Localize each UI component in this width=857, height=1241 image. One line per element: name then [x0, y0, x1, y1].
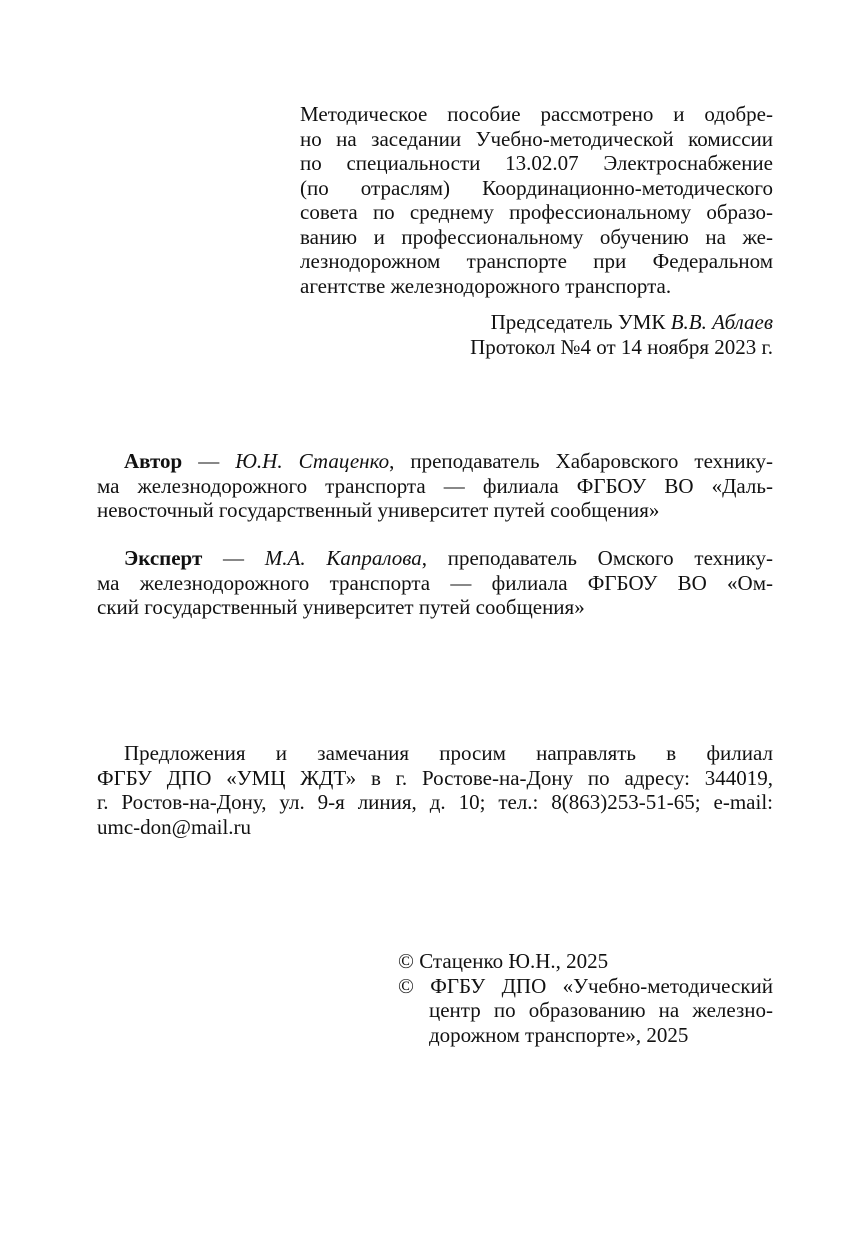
suggestions-line: ФГБУ ДПО «УМЦ ЖДТ» в г. Ростове-на-Дону по адресу: 344019, [97, 765, 773, 790]
suggestions-line: Предложения и замечания просим направлять в филиал [124, 741, 773, 765]
approval-line: агентстве железнодорожного транспорта. [300, 273, 672, 298]
copyright-author: © Стаценко Ю.Н., 2025 [398, 949, 609, 973]
author-line: невосточный государственный университет путей сообщения» [97, 498, 660, 522]
author-line [97, 449, 773, 474]
chairman-signature [300, 310, 773, 359]
chairman-name: В.В. Аблаев [670, 310, 773, 334]
expert-line1-rest: , преподаватель Омского технику- [421, 546, 774, 570]
expert-dash: — [202, 546, 265, 570]
chairman-line [300, 310, 773, 335]
expert-role: Эксперт [124, 546, 203, 570]
suggestions-contact [97, 741, 773, 839]
approval-statement [300, 102, 773, 298]
expert-name: М.А. Капралова [264, 546, 422, 570]
expert-line: ский государственный университет путей сообщения» [97, 595, 585, 619]
chairman-label: Председатель УМК [490, 310, 671, 334]
approval-line: лезнодорожном транспорте при Федеральном [300, 249, 773, 273]
author-credit [97, 449, 773, 523]
approval-line: но на заседании Учебно-методической комиссии [300, 126, 773, 151]
copyright-notice [398, 949, 773, 1047]
expert-credit [97, 546, 773, 620]
author-dash: — [182, 449, 236, 473]
copyright-org-cont: дорожном транспорте», 2025 [429, 1022, 689, 1047]
protocol-line: Протокол №4 от 14 ноября 2023 г. [470, 334, 773, 359]
copyright-org: © ФГБУ ДПО «Учебно-методический [398, 973, 773, 998]
approval-line: ванию и профессиональному обучению на же- [300, 224, 773, 249]
author-line1-rest: , преподаватель Хабаровского технику- [389, 449, 773, 473]
approval-line: (по отраслям) Координационно-методического [300, 175, 773, 200]
email-line: umc-don@mail.ru [97, 814, 252, 839]
approval-line: по специальности 13.02.07 Электроснабжение [300, 151, 773, 175]
author-role: Автор [124, 449, 183, 473]
copyright-org-cont: центр по образованию на железно- [429, 998, 773, 1022]
author-line: ма железнодорожного транспорта — филиала ФГБОУ ВО «Даль- [97, 473, 773, 498]
expert-line: ма железнодорожного транспорта — филиала ФГБОУ ВО «Ом- [97, 570, 773, 595]
approval-line: Методическое пособие рассмотрено и одобре- [300, 102, 773, 126]
approval-line: совета по среднему профессиональному образо- [300, 200, 773, 224]
suggestions-line: г. Ростов-на-Дону, ул. 9-я линия, д. 10; тел.: 8(863)253-51-65; e-mail: [97, 790, 773, 814]
author-name: Ю.Н. Стаценко [235, 449, 390, 473]
expert-line [97, 546, 773, 571]
